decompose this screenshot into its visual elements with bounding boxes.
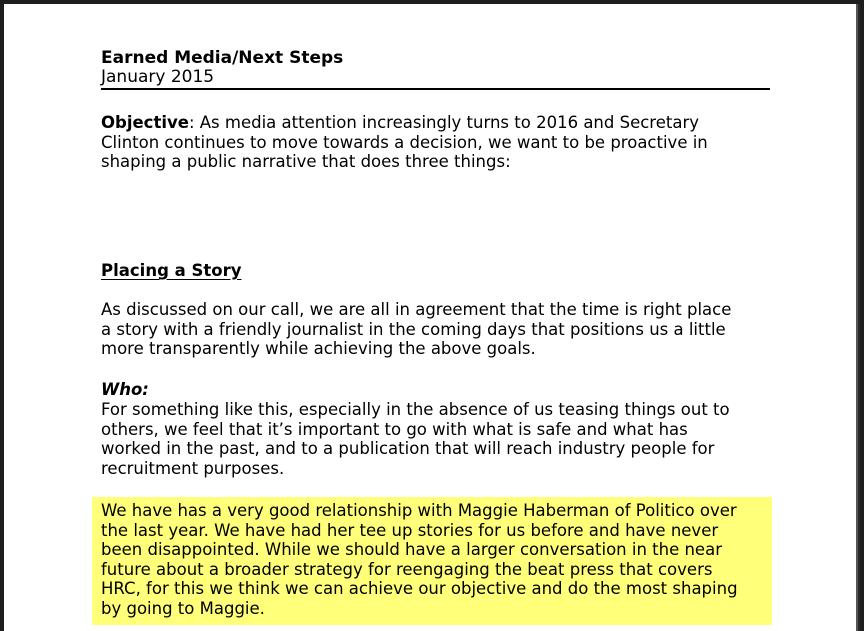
who-heading [101,380,149,400]
objective-label: Objective [101,113,189,132]
document-page [4,4,858,631]
who-colon: : [142,380,149,399]
placing-heading: Placing a Story [101,261,242,280]
objective-text: : As media attention increasingly turns to 2016 and Secretary Clinton continues to move towards a decision, we want to be proactive in shaping a public narrative that does three things: [101,113,708,171]
placing-paragraph: As discussed on our call, we are all in agreement that the time is right place a story with a friendly journalist in the coming days that positions us a little more transparently while achieving the above goals. [101,300,732,358]
document-date: January 2015 [101,67,215,87]
title-rule [101,88,770,90]
highlighted-paragraph: We have has a very good relationship with Maggie Haberman of Politico over the last year. We have had her tee up stories for us before and have never been disappointed. While we should have a larger conversation in the near future about a broader strategy for reengaging the beat press that covers HRC, for this we think we can achieve our objective and do the most shaping by going to Maggie. [101,501,738,618]
objective-paragraph [101,113,781,172]
who-paragraph: For something like this, especially in the absence of us teasing things out to others, we feel that it’s important to go with what is safe and what has worked in the past, and to a publication that will reach industry people for recruitment purposes. [101,400,730,478]
document-title: Earned Media/Next Steps [101,48,344,68]
who-label: Who [101,380,143,399]
